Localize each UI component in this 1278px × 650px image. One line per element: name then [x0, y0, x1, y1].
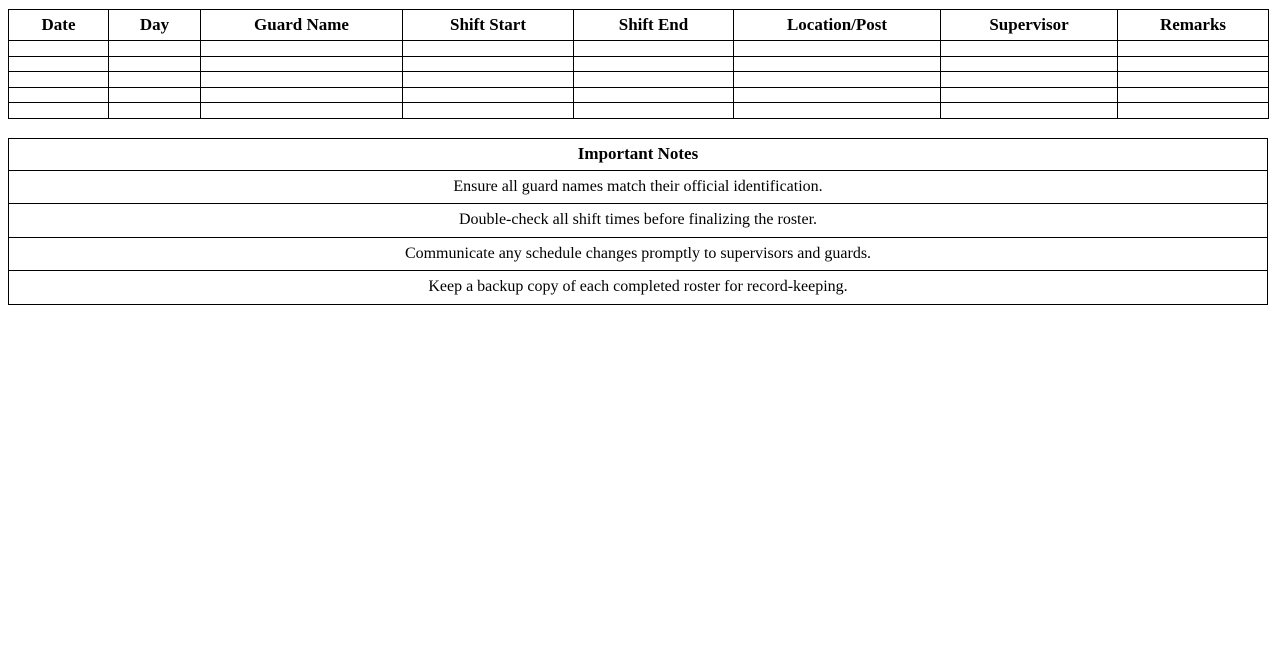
roster-empty-cell	[109, 41, 201, 57]
roster-empty-cell	[734, 56, 941, 72]
roster-empty-cell	[201, 87, 403, 103]
column-header-guard-name: Guard Name	[201, 10, 403, 41]
note-item: Keep a backup copy of each completed roster for record-keeping.	[9, 271, 1268, 305]
roster-empty-cell	[941, 87, 1118, 103]
roster-empty-row	[9, 103, 1269, 119]
roster-empty-row	[9, 72, 1269, 88]
note-row	[9, 271, 1268, 305]
column-header-shift-end: Shift End	[574, 10, 734, 41]
notes-title: Important Notes	[9, 138, 1268, 170]
roster-empty-row	[9, 56, 1269, 72]
roster-empty-cell	[9, 72, 109, 88]
roster-empty-cell	[109, 87, 201, 103]
roster-empty-cell	[403, 72, 574, 88]
roster-empty-cell	[109, 72, 201, 88]
roster-empty-cell	[941, 56, 1118, 72]
roster-empty-row	[9, 41, 1269, 57]
notes-title-row	[9, 138, 1268, 170]
roster-empty-rows	[9, 41, 1269, 119]
roster-empty-cell	[201, 41, 403, 57]
roster-empty-cell	[734, 72, 941, 88]
roster-empty-cell	[941, 41, 1118, 57]
roster-empty-cell	[9, 56, 109, 72]
roster-empty-cell	[1118, 56, 1269, 72]
important-notes-table	[8, 138, 1268, 305]
roster-empty-cell	[403, 103, 574, 119]
roster-empty-cell	[109, 56, 201, 72]
roster-header-row	[9, 10, 1269, 41]
roster-empty-cell	[574, 41, 734, 57]
roster-empty-cell	[574, 72, 734, 88]
note-row	[9, 237, 1268, 271]
roster-empty-cell	[941, 72, 1118, 88]
roster-empty-cell	[574, 56, 734, 72]
roster-empty-cell	[1118, 72, 1269, 88]
roster-empty-cell	[734, 87, 941, 103]
roster-empty-cell	[1118, 41, 1269, 57]
note-item: Ensure all guard names match their official identification.	[9, 170, 1268, 204]
note-row	[9, 204, 1268, 238]
roster-empty-cell	[9, 41, 109, 57]
roster-empty-cell	[9, 103, 109, 119]
note-item: Double-check all shift times before finalizing the roster.	[9, 204, 1268, 238]
column-header-remarks: Remarks	[1118, 10, 1269, 41]
guard-roster-table	[8, 9, 1269, 119]
roster-empty-cell	[403, 87, 574, 103]
column-header-supervisor: Supervisor	[941, 10, 1118, 41]
roster-empty-cell	[941, 103, 1118, 119]
column-header-location-post: Location/Post	[734, 10, 941, 41]
column-header-date: Date	[9, 10, 109, 41]
roster-empty-cell	[574, 103, 734, 119]
roster-empty-cell	[201, 56, 403, 72]
roster-empty-cell	[109, 103, 201, 119]
roster-empty-cell	[734, 41, 941, 57]
note-row	[9, 170, 1268, 204]
roster-empty-cell	[734, 103, 941, 119]
roster-empty-cell	[201, 103, 403, 119]
roster-empty-cell	[9, 87, 109, 103]
roster-empty-cell	[403, 56, 574, 72]
roster-empty-row	[9, 87, 1269, 103]
column-header-shift-start: Shift Start	[403, 10, 574, 41]
roster-empty-cell	[403, 41, 574, 57]
column-header-day: Day	[109, 10, 201, 41]
roster-empty-cell	[201, 72, 403, 88]
roster-empty-cell	[1118, 103, 1269, 119]
note-item: Communicate any schedule changes promptly to supervisors and guards.	[9, 237, 1268, 271]
roster-empty-cell	[574, 87, 734, 103]
roster-empty-cell	[1118, 87, 1269, 103]
